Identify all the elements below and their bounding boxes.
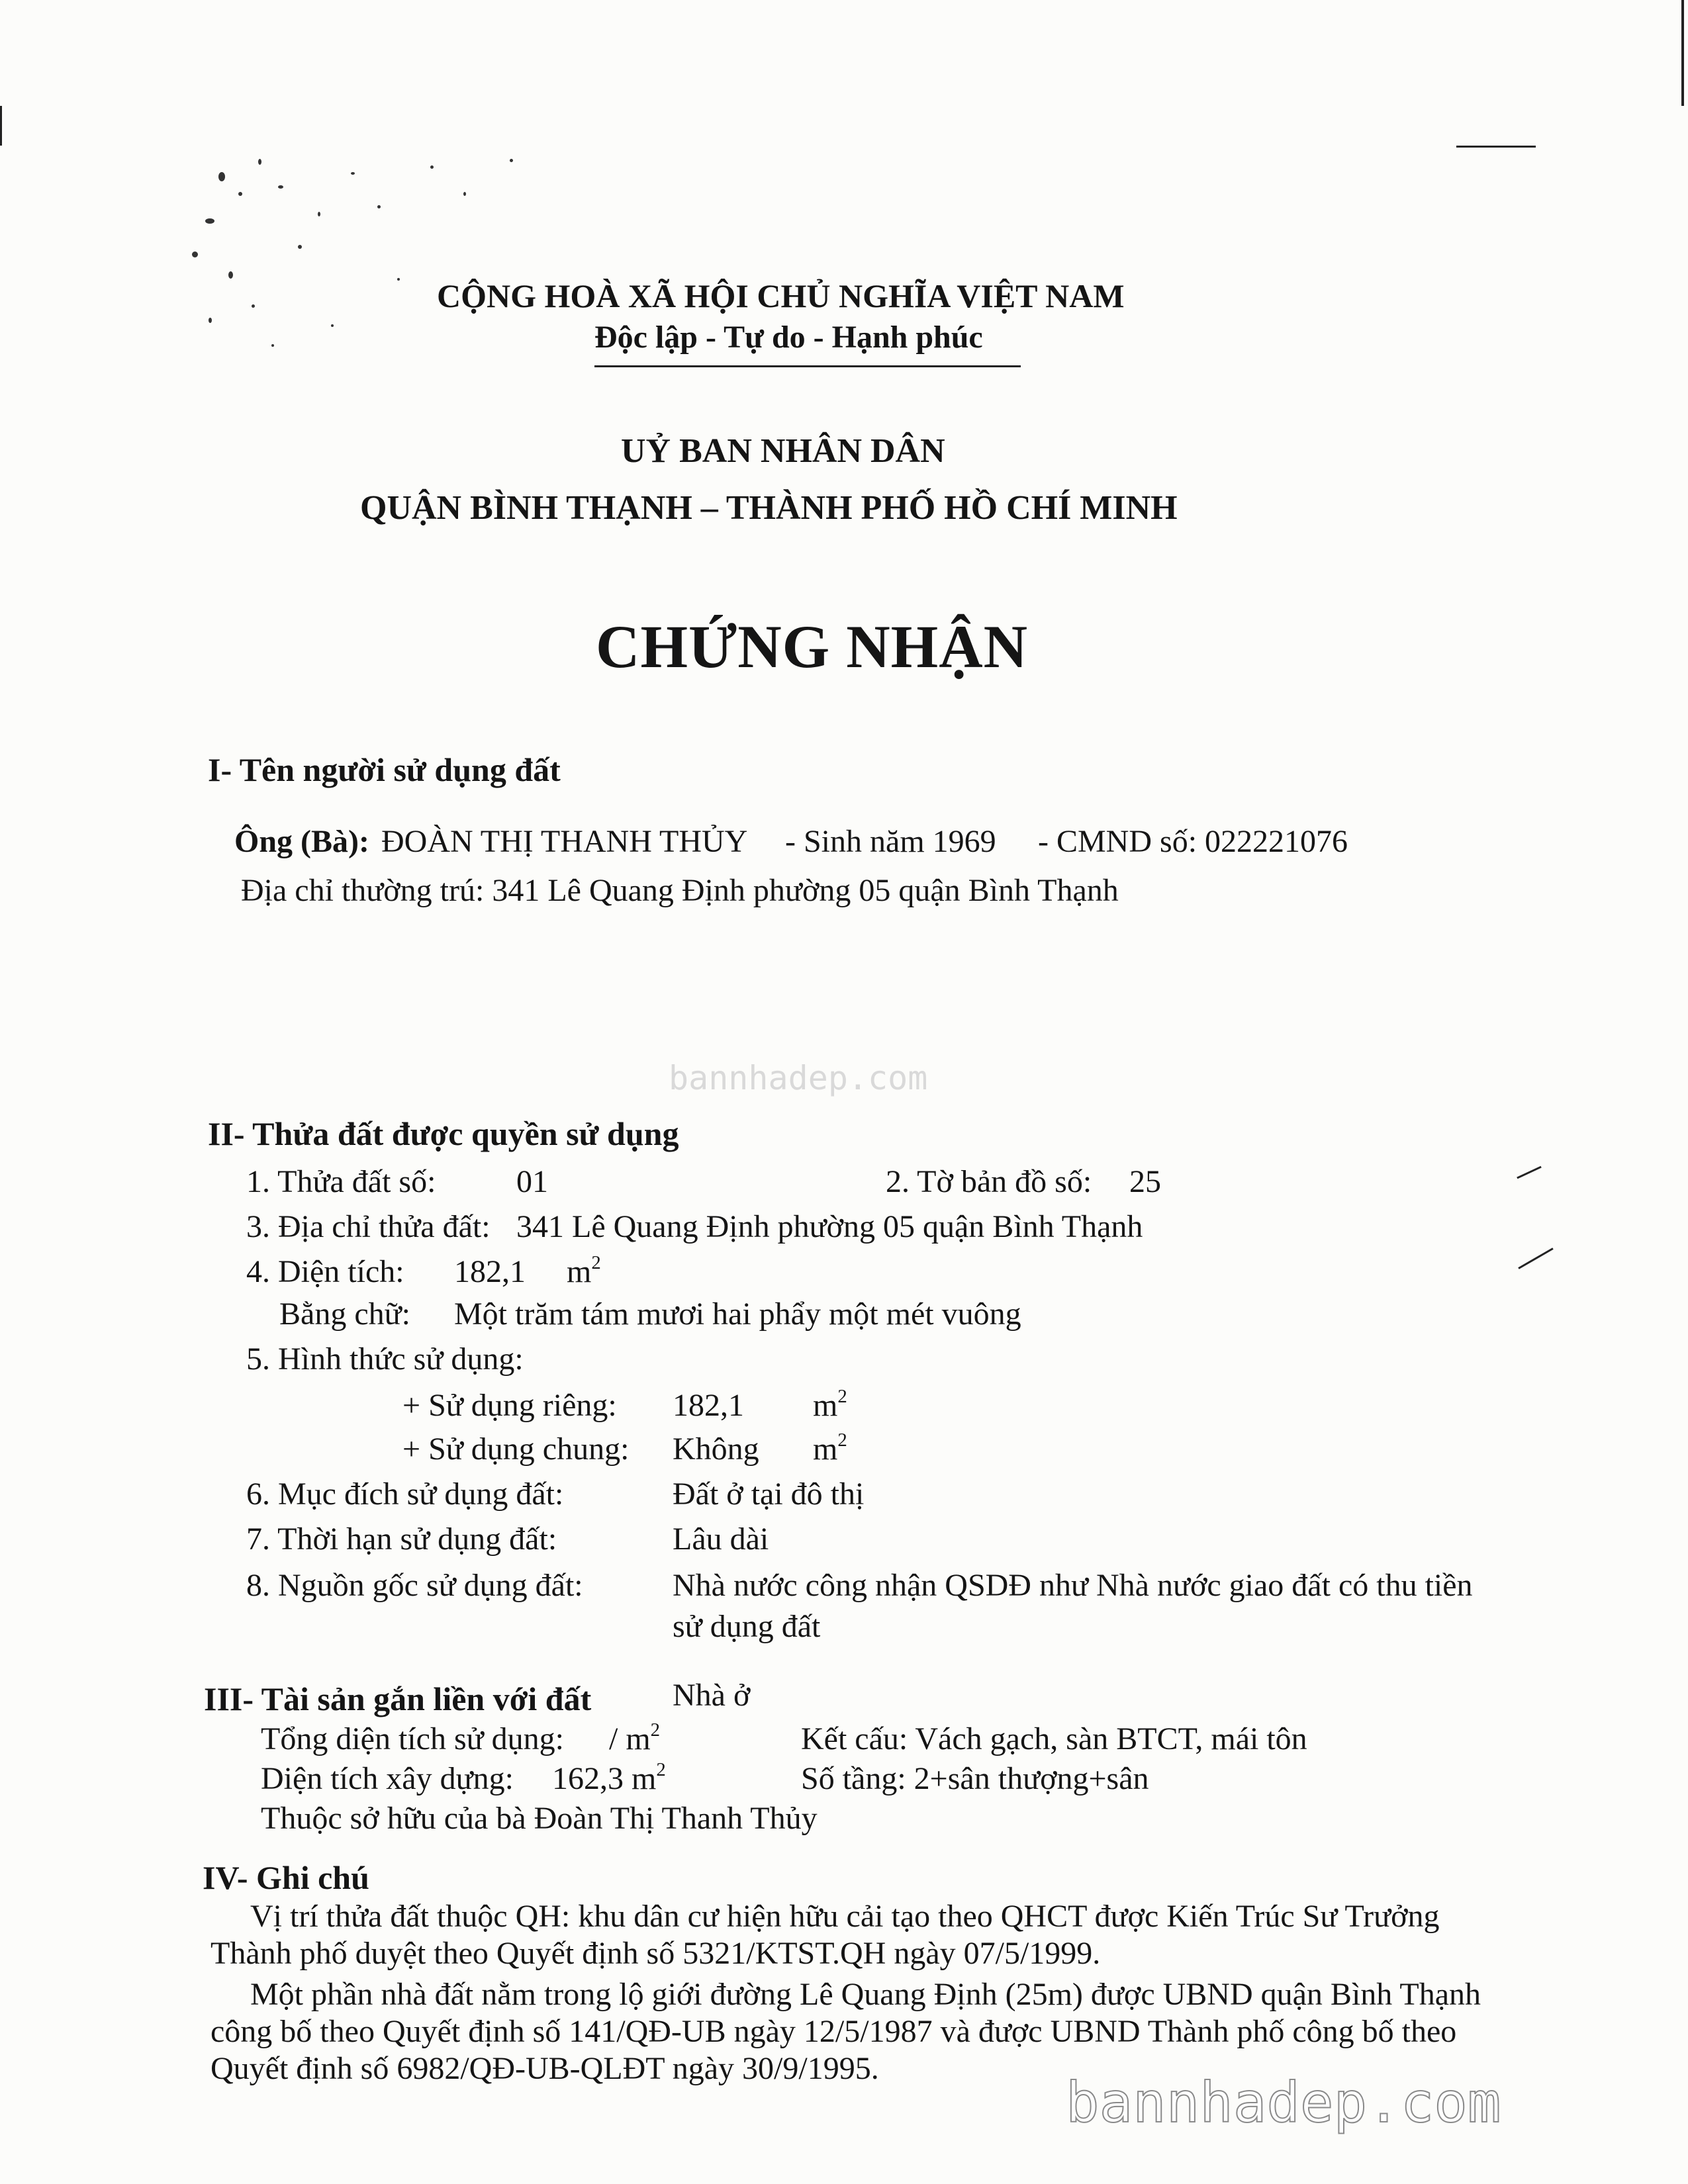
owner-prefix: Ông (Bà): bbox=[234, 824, 369, 859]
owner-birth: - Sinh năm 1969 bbox=[785, 824, 996, 859]
built-area-value: 162,3 $m^2$ bbox=[552, 1758, 666, 1796]
land-term-label: 7. Thời hạn sử dụng đất: bbox=[246, 1522, 557, 1557]
land-term-value: Lâu dài bbox=[673, 1522, 769, 1557]
note-1-line-1: Vị trí thửa đất thuộc QH: khu dân cư hiện hữu cải tạo theo QHCT được Kiến Trúc Sư Trưởng bbox=[250, 1899, 1440, 1934]
land-purpose-label: 6. Mục đích sử dụng đất: bbox=[246, 1477, 564, 1512]
map-sheet-value: 25 bbox=[1129, 1164, 1161, 1199]
note-2-line-2: công bố theo Quyết định số 141/QĐ-UB ngày 12/5/1987 và được UBND Thành phố công bố theo bbox=[211, 2014, 1457, 2049]
owner-id-card: - CMND số: 022221076 bbox=[1038, 824, 1348, 859]
note-2-line-3: Quyết định số 6982/QĐ-UB-QLĐT ngày 30/9/1995. bbox=[211, 2051, 879, 2086]
shared-use-unit: $m^2$ bbox=[813, 1429, 847, 1467]
section-3-heading: III- Tài sản gắn liền với đất bbox=[204, 1680, 592, 1717]
total-area-label: Tổng diện tích sử dụng: bbox=[261, 1721, 564, 1756]
watermark-center: bannhadep.com bbox=[669, 1059, 928, 1097]
map-sheet-label: 2. Tờ bản đồ số: bbox=[886, 1164, 1092, 1199]
owner-address: Địa chỉ thường trú: 341 Lê Quang Định phường 05 quận Bình Thạnh bbox=[241, 873, 1119, 908]
ownership-note: Thuộc sở hữu của bà Đoàn Thị Thanh Thủy bbox=[261, 1801, 818, 1836]
watermark-footer: bannhadep.com bbox=[1066, 2070, 1501, 2135]
floor-count: Số tầng: 2+sân thượng+sân bbox=[801, 1761, 1149, 1796]
owner-name: ĐOÀN THỊ THANH THỦY bbox=[381, 824, 748, 859]
scan-dash-right bbox=[1517, 1166, 1542, 1179]
land-address-label: 3. Địa chỉ thửa đất: bbox=[246, 1209, 491, 1244]
document-title: CHỨNG NHẬN bbox=[596, 613, 1029, 680]
area-value: 182,1 bbox=[454, 1254, 526, 1289]
land-origin-line-1: Nhà nước công nhận QSDĐ như Nhà nước giao đất có thu tiền bbox=[673, 1568, 1473, 1603]
authority-line-1: UỶ BAN NHÂN DÂN bbox=[621, 432, 945, 470]
national-title: CỘNG HOÀ XÃ HỘI CHỦ NGHĨA VIỆT NAM bbox=[437, 277, 1125, 314]
total-area-value: / $m^2$ bbox=[609, 1719, 661, 1756]
scan-dash-top-right bbox=[1456, 146, 1536, 148]
scan-smudge bbox=[179, 146, 549, 371]
parcel-label: 1. Thửa đất số: bbox=[246, 1164, 436, 1199]
land-address-value: 341 Lê Quang Định phường 05 quận Bình Thạnh bbox=[516, 1209, 1143, 1244]
built-area-label: Diện tích xây dựng: bbox=[261, 1761, 514, 1796]
private-use-value: 182,1 bbox=[673, 1388, 744, 1423]
motto-underline bbox=[594, 365, 1021, 367]
scan-edge-left bbox=[0, 106, 2, 146]
land-origin-label: 8. Nguồn gốc sử dụng đất: bbox=[246, 1568, 583, 1603]
land-origin-line-2: sử dụng đất bbox=[673, 1609, 821, 1644]
note-2-line-1: Một phần nhà đất nằm trong lộ giới đường Lê Quang Định (25m) được UBND quận Bình Thạnh bbox=[250, 1977, 1481, 2012]
private-use-label: + Sử dụng riêng: bbox=[402, 1388, 617, 1423]
area-label: 4. Diện tích: bbox=[246, 1254, 404, 1289]
section-4-heading: IV- Ghi chú bbox=[203, 1859, 369, 1896]
parcel-value: 01 bbox=[516, 1164, 548, 1199]
shared-use-value: Không bbox=[673, 1432, 759, 1467]
owner-line bbox=[234, 823, 747, 860]
section-2-heading: II- Thửa đất được quyền sử dụng bbox=[208, 1115, 679, 1152]
asset-type: Nhà ở bbox=[673, 1678, 751, 1713]
scan-dash-right-2 bbox=[1518, 1248, 1553, 1269]
national-motto: Độc lập - Tự do - Hạnh phúc bbox=[594, 320, 983, 355]
area-in-words-value: Một trăm tám mươi hai phẩy một mét vuông bbox=[454, 1297, 1021, 1332]
private-use-unit: $m^2$ bbox=[813, 1385, 847, 1423]
land-purpose-value: Đất ở tại đô thị bbox=[673, 1477, 865, 1512]
area-unit: $m^2$ bbox=[567, 1251, 601, 1289]
area-in-words-label: Bằng chữ: bbox=[279, 1297, 410, 1332]
usage-form-label: 5. Hình thức sử dụng: bbox=[246, 1342, 524, 1377]
section-1-heading: I- Tên người sử dụng đất bbox=[208, 751, 561, 788]
structure: Kết cấu: Vách gạch, sàn BTCT, mái tôn bbox=[801, 1721, 1307, 1756]
shared-use-label: + Sử dụng chung: bbox=[402, 1432, 630, 1467]
note-1-line-2: Thành phố duyệt theo Quyết định số 5321/KTST.QH ngày 07/5/1999. bbox=[211, 1936, 1101, 1971]
scan-edge-right bbox=[1681, 0, 1684, 106]
authority-line-2: QUẬN BÌNH THẠNH – THÀNH PHỐ HỒ CHÍ MINH bbox=[360, 489, 1178, 527]
